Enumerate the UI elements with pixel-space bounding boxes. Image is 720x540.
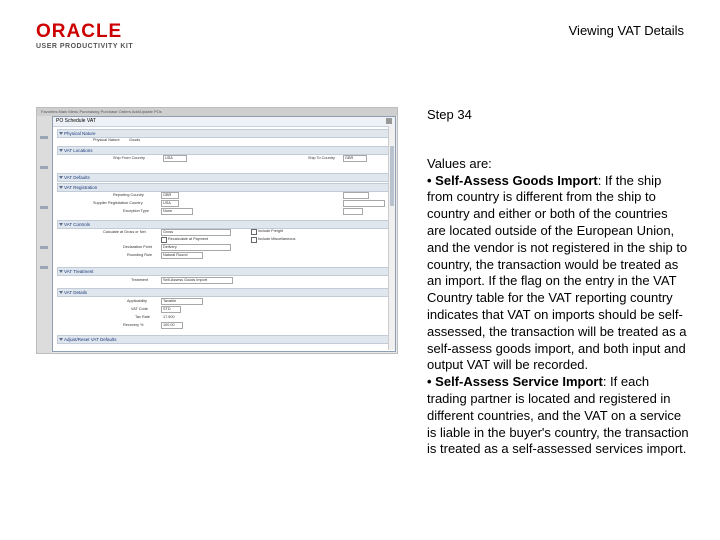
step-number: Step 34 [427,107,472,122]
field-value: Goods [129,138,141,142]
field-value: 100.00 [163,323,175,327]
window-title: PO Schedule VAT [53,117,395,127]
side-marker [40,166,48,169]
registration-id-input[interactable] [343,200,385,207]
field-value: Natural Round [163,253,188,257]
field-label: Ship To Country [308,156,335,160]
field-value: USA [163,201,171,205]
field-value: Gross [163,230,174,234]
field-label: Include Freight [258,229,284,233]
step-description [427,107,689,458]
section-header[interactable]: VAT Defaults [57,173,389,182]
section-vat-locations [57,146,389,155]
section-header[interactable]: VAT Locations [57,146,389,155]
bullet-label: • Self-Assess Service Import [427,374,603,390]
field-value: USA [165,156,173,160]
section-header[interactable]: VAT Controls [57,220,389,229]
section-header[interactable]: VAT Registration [57,183,389,192]
field-label: Exception Type [123,209,149,213]
section-physical-nature [57,129,389,138]
side-marker [40,136,48,139]
field-label: Declaration Point [123,245,152,249]
include-freight-checkbox[interactable] [251,229,257,235]
side-marker [40,266,48,269]
bullet-label: • Self-Assess Goods Import [427,172,598,188]
field-label: Recovery % [123,323,144,327]
field-value: STD [163,307,171,311]
field-label: Treatment [131,278,149,282]
field-label: Physical Nature [93,138,120,142]
page-title: Viewing VAT Details [568,23,684,38]
screenshot-left-panel [37,116,52,353]
section-vat-controls [57,220,389,229]
intro-text: Values are: [427,155,492,171]
field-value: Self-Assess Goods Import [163,278,208,282]
section-header[interactable]: Adjust/Reset VAT Defaults [57,335,389,344]
bullet-text: : If each trading partner is located and registered in different countries, and the VAT on a service is liable in the buyer's country, the transaction is treated as a self-assessed services import. [427,374,689,457]
field-value: Delivery [163,245,177,249]
recalc-checkbox[interactable] [161,237,167,243]
close-icon[interactable] [386,118,392,124]
override-input[interactable] [343,208,363,215]
registration-input[interactable] [343,192,369,199]
field-label: Calculate at Gross or Net [103,230,146,234]
bullet-self-assess-service [427,374,689,458]
field-value: None [163,209,173,213]
field-label: Recalculate at Payment [168,237,209,241]
section-adjust-vat [57,335,389,344]
section-header[interactable]: Physical Nature [57,129,389,138]
field-label: Tax Rate [135,315,150,319]
oracle-wordmark: ORACLE [36,21,123,42]
oracle-upk-logo [36,22,166,50]
field-value: GBR [345,156,354,160]
field-label: VAT Code [131,307,148,311]
bullet-text: : If the ship from country is different from the ship to country and either or both of the countries are located outside of the European Union, and the vendor is not registered in the ship to country, the transaction would be treated as an import. If the flag on the entry in the VAT Country table for the VAT reporting country indicates that VAT on imports should be self-assessed, the transaction will be treated as a self-assess goods import, and both input and output VAT will be recorded. [427,172,688,373]
vat-modal-window [52,116,396,352]
section-vat-treatment [57,267,389,276]
application-screenshot [36,107,398,354]
upk-subtitle: USER PRODUCTIVITY KIT [36,43,134,50]
section-vat-defaults [57,173,389,182]
bullet-self-assess-goods [427,173,689,375]
section-header[interactable]: VAT Details [57,288,389,297]
field-label: Ship From Country [113,156,145,160]
field-value: 17.500 [163,315,175,319]
field-label: Supplier Registration Country [93,201,143,205]
scrollbar-thumb[interactable] [390,146,394,206]
section-vat-details [57,288,389,297]
vertical-scrollbar[interactable] [388,126,395,350]
section-vat-registration [57,183,389,192]
include-misc-checkbox[interactable] [251,237,257,243]
field-label: Include Miscellaneous [258,237,296,241]
field-label: Reporting Country [113,193,144,197]
field-value: Taxable [163,299,177,303]
field-label: Rounding Rule [127,253,153,257]
side-marker [40,246,48,249]
field-label: Applicability [127,299,148,303]
side-marker [40,206,48,209]
section-header[interactable]: VAT Treatment [57,267,389,276]
field-value: GBR [163,193,172,197]
screenshot-nav-bar: Favorites Main Menu Purchasing Purchase Orders Add/Update POs [37,108,398,116]
